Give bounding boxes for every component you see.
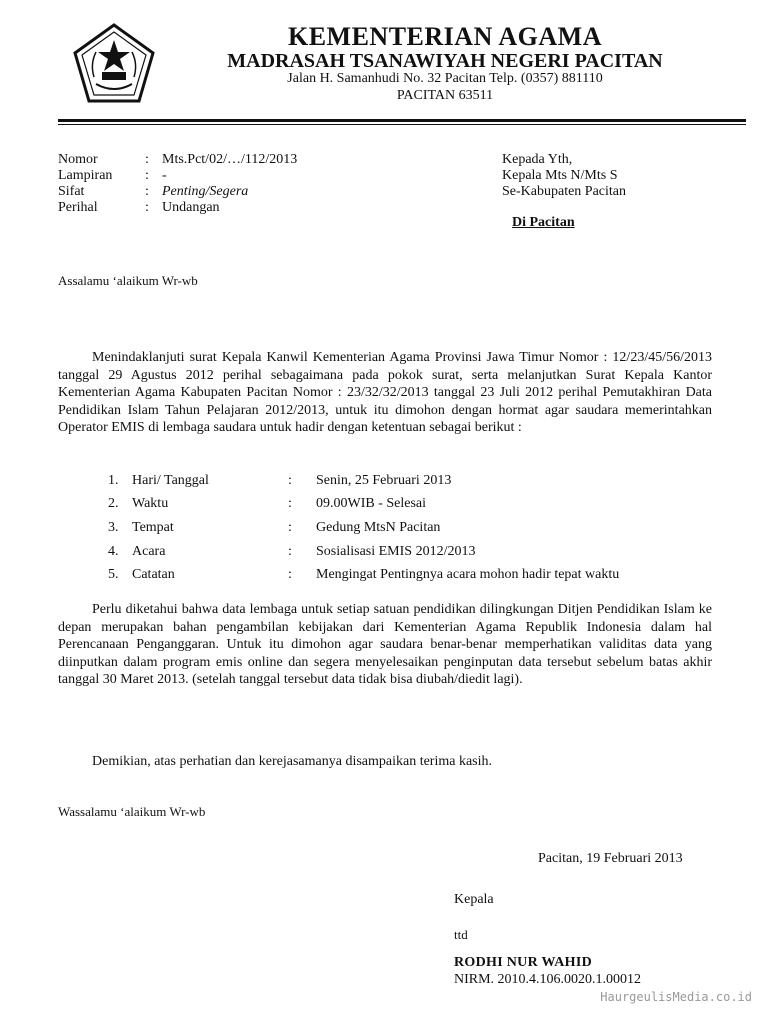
item-colon: : <box>288 543 292 559</box>
item-value: Mengingat Pentingnya acara mohon hadir tepat waktu <box>316 567 620 583</box>
signature-title: Kepala <box>454 892 494 907</box>
list-item <box>108 493 619 517</box>
meta-value: Mts.Pct/02/…/112/2013 <box>162 152 298 167</box>
item-number: 5. <box>108 567 119 583</box>
closing-greeting: Wassalamu ‘alaikum Wr-wb <box>58 804 206 819</box>
header-address: Jalan H. Samanhudi No. 32 Pacitan Telp. (0357) 881110 <box>287 71 603 86</box>
meta-label: Perihal <box>58 200 98 215</box>
header-school: MADRASAH TSANAWIYAH NEGERI PACITAN <box>227 50 663 72</box>
kementerian-agama-emblem-icon <box>72 22 156 106</box>
item-number: 2. <box>108 496 119 512</box>
item-value: Gedung MtsN Pacitan <box>316 519 441 535</box>
meta-perihal <box>58 200 297 216</box>
recipient-line: Se-Kabupaten Pacitan <box>502 184 627 199</box>
item-colon: : <box>288 519 292 535</box>
item-label: Hari/ Tanggal <box>132 472 209 488</box>
signatory-nirm: NIRM. 2010.4.106.0020.1.00012 <box>454 972 642 987</box>
body-paragraph-2: Perlu diketahui bahwa data lembaga untuk setiap satuan pendidikan dilingkungan Ditjen Pendidikan Islam ke depan merupakan bahan pengambilan kebijakan dari Kementerian Agama Republik Indonesia dalam hal Perencanaan Penganggaran. Untuk itu dimohon agar saudara benar-benar memperhatikan validitas data yang diinputkan dalam program emis online dan segera menyelesaikan penginputan data tersebut sebelum batas akhir tanggal 30 Maret 2013. (setelah tanggal tersebut data tidak bisa diubah/diedit lagi). <box>58 602 712 688</box>
header-city: PACITAN 63511 <box>396 88 494 103</box>
header-ministry: KEMENTERIAN AGAMA <box>287 22 602 51</box>
meta-value: Penting/Segera <box>162 184 249 199</box>
letter-meta <box>58 152 297 216</box>
item-value: Senin, 25 Februari 2013 <box>316 472 452 488</box>
meta-colon: : <box>145 200 149 215</box>
signatory-name: RODHI NUR WAHID <box>454 955 593 970</box>
item-value: 09.00WIB - Selesai <box>316 496 427 512</box>
header-divider-thin <box>58 124 746 125</box>
meta-label: Lampiran <box>58 168 113 183</box>
list-item <box>108 469 619 493</box>
recipient-block <box>502 152 626 200</box>
item-number: 1. <box>108 472 119 488</box>
item-label: Catatan <box>132 567 175 583</box>
item-colon: : <box>288 496 292 512</box>
meta-nomor <box>58 152 297 168</box>
list-item <box>108 540 619 564</box>
meta-value: Undangan <box>162 200 220 215</box>
meta-label: Nomor <box>58 152 98 167</box>
item-label: Acara <box>132 543 166 559</box>
item-value: Sosialisasi EMIS 2012/2013 <box>316 543 476 559</box>
recipient-line: Kepala Mts N/Mts S <box>502 168 618 183</box>
list-item <box>108 516 619 540</box>
recipient-place: Di Pacitan <box>512 215 575 230</box>
meta-lampiran <box>58 168 297 184</box>
header-divider-thick <box>58 119 746 122</box>
recipient-line: Kepada Yth, <box>502 152 573 167</box>
meta-colon: : <box>145 168 149 183</box>
meta-value: - <box>162 168 167 183</box>
meta-sifat <box>58 184 297 200</box>
item-colon: : <box>288 567 292 583</box>
signature-ttd: ttd <box>454 927 468 942</box>
item-label: Tempat <box>132 519 174 535</box>
item-label: Waktu <box>132 496 169 512</box>
details-list <box>108 469 619 587</box>
greeting: Assalamu ‘alaikum Wr-wb <box>58 273 198 288</box>
watermark-text: HaurgeulisMedia.co.id <box>600 990 752 1004</box>
meta-label: Sifat <box>58 184 85 199</box>
body-paragraph-1: Menindaklanjuti surat Kepala Kanwil Kementerian Agama Provinsi Jawa Timur Nomor : 12/23/45/56/2013 tanggal 29 Agustus 2012 perihal sebagaimana pada pokok surat, serta melanjutkan Surat Kepala Kantor Kementerian Agama Kabupaten Pacitan Nomor : 23/32/32/2013 tanggal 23 Juli 2012 perihal Pemutakhiran Data Pendidikan Islam Tahun Pelajaran 2012/2013, untuk itu dimohon dengan hormat agar saudara memerintahkan Operator EMIS di lembaga saudara untuk hadir dengan ketentuan sebagai berikut : <box>58 350 712 436</box>
place-date: Pacitan, 19 Februari 2013 <box>538 851 683 866</box>
meta-colon: : <box>145 152 149 167</box>
body-paragraph-3: Demikian, atas perhatian dan kerejasamanya disampaikan terima kasih. <box>92 754 493 769</box>
item-number: 4. <box>108 543 119 559</box>
list-item <box>108 563 619 587</box>
item-colon: : <box>288 472 292 488</box>
item-number: 3. <box>108 519 119 535</box>
meta-colon: : <box>145 184 149 199</box>
